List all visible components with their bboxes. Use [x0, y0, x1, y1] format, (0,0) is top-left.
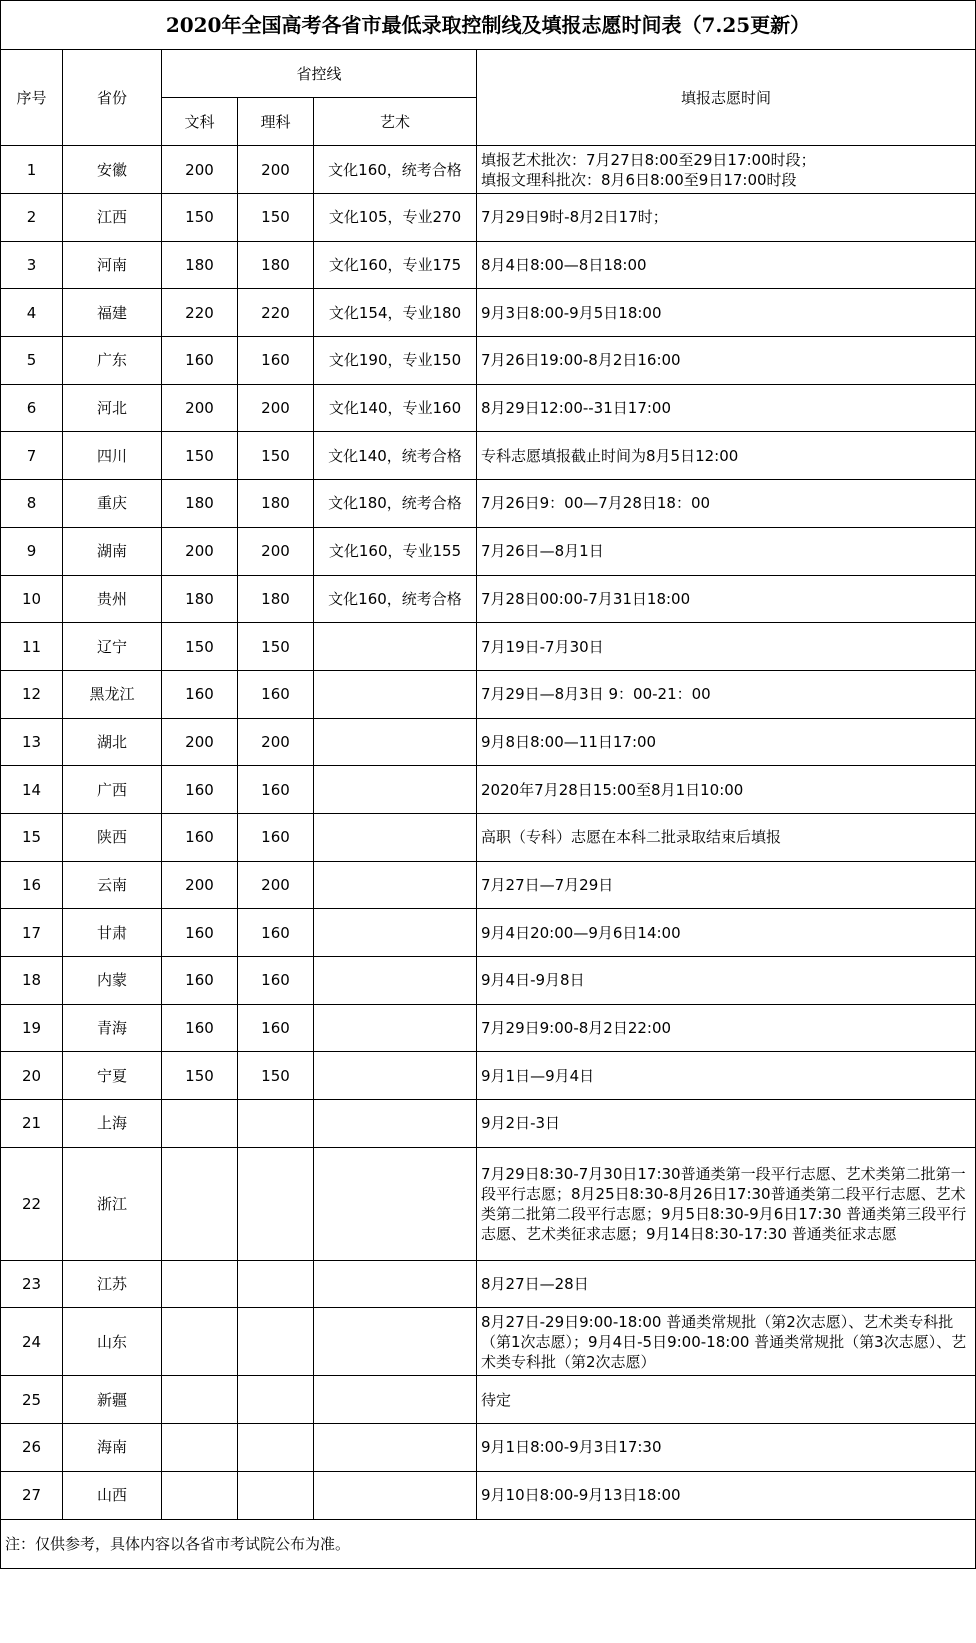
row-index[interactable]: 14 [1, 766, 63, 814]
row-science-score[interactable]: 160 [238, 813, 314, 861]
table-row [1, 957, 976, 1005]
table-row [1, 718, 976, 766]
row-liberal-score[interactable]: 150 [162, 432, 238, 480]
row-science-score[interactable] [238, 1260, 314, 1308]
table-row [1, 813, 976, 861]
header-science: 理科 [238, 98, 314, 146]
row-art-score[interactable]: 文化140，专业160 [314, 384, 477, 432]
row-science-score[interactable] [238, 1100, 314, 1148]
row-index[interactable]: 11 [1, 623, 63, 671]
row-art-score[interactable] [314, 861, 477, 909]
row-province[interactable]: 湖南 [63, 527, 162, 575]
footnote: 注：仅供参考，具体内容以各省市考试院公布为准。 [1, 1519, 976, 1568]
row-art-score[interactable]: 文化190，专业150 [314, 337, 477, 385]
row-liberal-score[interactable] [162, 1308, 238, 1376]
row-index[interactable]: 7 [1, 432, 63, 480]
table-row [1, 241, 976, 289]
row-index[interactable]: 16 [1, 861, 63, 909]
row-liberal-score[interactable] [162, 1100, 238, 1148]
header-application-time: 填报志愿时间 [477, 50, 976, 146]
row-index[interactable]: 10 [1, 575, 63, 623]
row-art-score[interactable]: 文化140，统考合格 [314, 432, 477, 480]
row-index[interactable]: 9 [1, 527, 63, 575]
table-title: 2020年全国高考各省市最低录取控制线及填报志愿时间表（7.25更新） [1, 1, 976, 50]
row-province[interactable]: 甘肃 [63, 909, 162, 957]
row-application-time[interactable]: 7月29日—8月3日 9：00-21：00 [477, 670, 976, 718]
row-province[interactable]: 四川 [63, 432, 162, 480]
row-art-score[interactable]: 文化160，专业175 [314, 241, 477, 289]
row-application-time[interactable]: 高职（专科）志愿在本科二批录取结束后填报 [477, 813, 976, 861]
row-art-score[interactable]: 文化160，统考合格 [314, 575, 477, 623]
header-art: 艺术 [314, 98, 477, 146]
row-art-score[interactable]: 文化105，专业270 [314, 194, 477, 242]
row-application-time[interactable]: 专科志愿填报截止时间为8月5日12:00 [477, 432, 976, 480]
row-province[interactable]: 福建 [63, 289, 162, 337]
row-art-score[interactable] [314, 909, 477, 957]
row-liberal-score[interactable]: 200 [162, 384, 238, 432]
row-art-score[interactable] [314, 1376, 477, 1424]
row-art-score[interactable] [314, 1100, 477, 1148]
row-index[interactable]: 20 [1, 1052, 63, 1100]
row-science-score[interactable]: 200 [238, 861, 314, 909]
header-province: 省份 [63, 50, 162, 146]
table-row [1, 480, 976, 528]
row-science-score[interactable]: 160 [238, 337, 314, 385]
row-application-time[interactable]: 填报艺术批次：7月27日8:00至29日17:00时段； 填报文理科批次：8月6日8:00至9日17:00时段 [477, 146, 976, 194]
row-liberal-score[interactable] [162, 1424, 238, 1472]
row-science-score[interactable] [238, 1147, 314, 1260]
row-liberal-score[interactable]: 200 [162, 718, 238, 766]
row-index[interactable]: 2 [1, 194, 63, 242]
row-science-score[interactable]: 200 [238, 718, 314, 766]
row-province[interactable]: 山西 [63, 1471, 162, 1519]
row-art-score[interactable] [314, 766, 477, 814]
row-science-score[interactable]: 150 [238, 623, 314, 671]
row-province[interactable]: 青海 [63, 1004, 162, 1052]
row-liberal-score[interactable]: 160 [162, 766, 238, 814]
row-application-time[interactable]: 9月2日-3日 [477, 1100, 976, 1148]
table-row [1, 337, 976, 385]
row-province[interactable]: 重庆 [63, 480, 162, 528]
row-province[interactable]: 广西 [63, 766, 162, 814]
row-application-time[interactable]: 8月27日—28日 [477, 1260, 976, 1308]
row-province[interactable]: 陕西 [63, 813, 162, 861]
row-province[interactable]: 云南 [63, 861, 162, 909]
row-liberal-score[interactable] [162, 1260, 238, 1308]
row-liberal-score[interactable] [162, 1471, 238, 1519]
row-index[interactable]: 17 [1, 909, 63, 957]
row-province[interactable]: 宁夏 [63, 1052, 162, 1100]
row-liberal-score[interactable] [162, 1376, 238, 1424]
row-science-score[interactable]: 200 [238, 384, 314, 432]
row-index[interactable]: 12 [1, 670, 63, 718]
row-index[interactable]: 3 [1, 241, 63, 289]
row-application-time[interactable]: 2020年7月28日15:00至8月1日10:00 [477, 766, 976, 814]
row-science-score[interactable]: 160 [238, 1004, 314, 1052]
row-province[interactable]: 海南 [63, 1424, 162, 1472]
header-control-line: 省控线 [162, 50, 477, 98]
table-row [1, 861, 976, 909]
row-application-time[interactable]: 7月29日9时-8月2日17时； [477, 194, 976, 242]
row-art-score[interactable]: 文化160，统考合格 [314, 146, 477, 194]
table-row [1, 1424, 976, 1472]
row-science-score[interactable]: 160 [238, 670, 314, 718]
row-liberal-score[interactable]: 180 [162, 575, 238, 623]
row-index[interactable]: 8 [1, 480, 63, 528]
row-application-time[interactable]: 7月29日8:30-7月30日17:30普通类第一段平行志愿、艺术类第二批第一段平行志愿；8月25日8:30-8月26日17:30普通类第二段平行志愿、艺术类第二批第二段平行志愿；9月5日8:30-9月6日17:30 普通类第三段平行志愿、艺术类征求志愿；9月14日8:30-17:30 普通类征求志愿 [477, 1147, 976, 1260]
table-row [1, 1376, 976, 1424]
row-province[interactable]: 江西 [63, 194, 162, 242]
row-province[interactable]: 贵州 [63, 575, 162, 623]
row-liberal-score[interactable]: 160 [162, 1004, 238, 1052]
table-row [1, 289, 976, 337]
row-liberal-score[interactable]: 150 [162, 194, 238, 242]
row-art-score[interactable] [314, 1471, 477, 1519]
row-application-time[interactable]: 待定 [477, 1376, 976, 1424]
row-art-score[interactable]: 文化180，统考合格 [314, 480, 477, 528]
row-index[interactable]: 19 [1, 1004, 63, 1052]
table-row [1, 527, 976, 575]
row-art-score[interactable] [314, 670, 477, 718]
table-row [1, 766, 976, 814]
row-application-time[interactable]: 8月29日12:00--31日17:00 [477, 384, 976, 432]
table-row [1, 1052, 976, 1100]
row-index[interactable]: 22 [1, 1147, 63, 1260]
table-row [1, 1100, 976, 1148]
row-province[interactable]: 上海 [63, 1100, 162, 1148]
row-province[interactable]: 江苏 [63, 1260, 162, 1308]
row-science-score[interactable]: 180 [238, 575, 314, 623]
row-science-score[interactable]: 150 [238, 432, 314, 480]
row-science-score[interactable] [238, 1376, 314, 1424]
table-row [1, 432, 976, 480]
row-application-time[interactable]: 9月8日8:00—11日17:00 [477, 718, 976, 766]
row-province[interactable]: 辽宁 [63, 623, 162, 671]
table-row [1, 1308, 976, 1376]
table-row [1, 1260, 976, 1308]
row-art-score[interactable] [314, 957, 477, 1005]
row-art-score[interactable] [314, 718, 477, 766]
table-row [1, 575, 976, 623]
row-province[interactable]: 安徽 [63, 146, 162, 194]
row-application-time[interactable]: 9月3日8:00-9月5日18:00 [477, 289, 976, 337]
row-science-score[interactable]: 220 [238, 289, 314, 337]
row-liberal-score[interactable]: 150 [162, 1052, 238, 1100]
row-liberal-score[interactable]: 160 [162, 957, 238, 1005]
row-application-time[interactable]: 9月4日-9月8日 [477, 957, 976, 1005]
row-application-time[interactable]: 9月4日20:00—9月6日14:00 [477, 909, 976, 957]
row-liberal-score[interactable]: 200 [162, 146, 238, 194]
table-row [1, 623, 976, 671]
header-index: 序号 [1, 50, 63, 146]
row-province[interactable]: 新疆 [63, 1376, 162, 1424]
table-row [1, 909, 976, 957]
row-liberal-score[interactable]: 180 [162, 241, 238, 289]
row-science-score[interactable]: 200 [238, 527, 314, 575]
table-row [1, 194, 976, 242]
row-liberal-score[interactable]: 200 [162, 861, 238, 909]
row-application-time[interactable]: 9月1日—9月4日 [477, 1052, 976, 1100]
row-art-score[interactable] [314, 1004, 477, 1052]
row-application-time[interactable]: 7月19日-7月30日 [477, 623, 976, 671]
row-science-score[interactable] [238, 1424, 314, 1472]
row-province[interactable]: 河南 [63, 241, 162, 289]
row-province[interactable]: 山东 [63, 1308, 162, 1376]
row-science-score[interactable]: 180 [238, 241, 314, 289]
row-province[interactable]: 广东 [63, 337, 162, 385]
row-index[interactable]: 27 [1, 1471, 63, 1519]
row-liberal-score[interactable] [162, 1147, 238, 1260]
row-index[interactable]: 23 [1, 1260, 63, 1308]
row-science-score[interactable]: 180 [238, 480, 314, 528]
row-index[interactable]: 5 [1, 337, 63, 385]
row-index[interactable]: 26 [1, 1424, 63, 1472]
row-application-time[interactable]: 8月4日8:00—8日18:00 [477, 241, 976, 289]
row-index[interactable]: 1 [1, 146, 63, 194]
row-science-score[interactable]: 150 [238, 194, 314, 242]
row-index[interactable]: 4 [1, 289, 63, 337]
row-index[interactable]: 15 [1, 813, 63, 861]
row-science-score[interactable]: 160 [238, 957, 314, 1005]
row-liberal-score[interactable]: 160 [162, 909, 238, 957]
row-index[interactable]: 6 [1, 384, 63, 432]
row-application-time[interactable]: 7月29日9:00-8月2日22:00 [477, 1004, 976, 1052]
row-art-score[interactable]: 文化160，专业155 [314, 527, 477, 575]
row-liberal-score[interactable]: 160 [162, 337, 238, 385]
row-art-score[interactable] [314, 1424, 477, 1472]
row-art-score[interactable] [314, 1260, 477, 1308]
row-province[interactable]: 河北 [63, 384, 162, 432]
row-application-time[interactable]: 7月26日—8月1日 [477, 527, 976, 575]
row-science-score[interactable]: 150 [238, 1052, 314, 1100]
row-art-score[interactable] [314, 623, 477, 671]
row-liberal-score[interactable]: 160 [162, 813, 238, 861]
row-application-time[interactable]: 9月1日8:00-9月3日17:30 [477, 1424, 976, 1472]
table-row [1, 1147, 976, 1260]
table-row [1, 384, 976, 432]
row-index[interactable]: 21 [1, 1100, 63, 1148]
row-art-score[interactable] [314, 1052, 477, 1100]
row-liberal-score[interactable]: 220 [162, 289, 238, 337]
row-index[interactable]: 25 [1, 1376, 63, 1424]
row-science-score[interactable] [238, 1471, 314, 1519]
row-application-time[interactable]: 7月27日—7月29日 [477, 861, 976, 909]
row-art-score[interactable] [314, 1147, 477, 1260]
row-index[interactable]: 24 [1, 1308, 63, 1376]
row-science-score[interactable]: 200 [238, 146, 314, 194]
row-liberal-score[interactable]: 180 [162, 480, 238, 528]
table-row [1, 670, 976, 718]
row-liberal-score[interactable]: 160 [162, 670, 238, 718]
row-province[interactable]: 浙江 [63, 1147, 162, 1260]
row-science-score[interactable]: 160 [238, 766, 314, 814]
row-index[interactable]: 13 [1, 718, 63, 766]
header-liberal-arts: 文科 [162, 98, 238, 146]
row-liberal-score[interactable]: 150 [162, 623, 238, 671]
row-art-score[interactable] [314, 813, 477, 861]
row-science-score[interactable] [238, 1308, 314, 1376]
row-index[interactable]: 18 [1, 957, 63, 1005]
row-art-score[interactable]: 文化154，专业180 [314, 289, 477, 337]
table-row [1, 1471, 976, 1519]
row-application-time[interactable]: 7月26日19:00-8月2日16:00 [477, 337, 976, 385]
table-row [1, 146, 976, 194]
row-application-time[interactable]: 7月28日00:00-7月31日18:00 [477, 575, 976, 623]
row-province[interactable]: 湖北 [63, 718, 162, 766]
row-liberal-score[interactable]: 200 [162, 527, 238, 575]
row-province[interactable]: 黑龙江 [63, 670, 162, 718]
row-province[interactable]: 内蒙 [63, 957, 162, 1005]
table-row [1, 1004, 976, 1052]
row-art-score[interactable] [314, 1308, 477, 1376]
row-application-time[interactable]: 8月27日-29日9:00-18:00 普通类常规批（第2次志愿）、艺术类专科批（第1次志愿）；9月4日-5日9:00-18:00 普通类常规批（第3次志愿）、艺术类专科批（第2次志愿） [477, 1308, 976, 1376]
row-application-time[interactable]: 7月26日9：00—7月28日18：00 [477, 480, 976, 528]
row-application-time[interactable]: 9月10日8:00-9月13日18:00 [477, 1471, 976, 1519]
row-science-score[interactable]: 160 [238, 909, 314, 957]
